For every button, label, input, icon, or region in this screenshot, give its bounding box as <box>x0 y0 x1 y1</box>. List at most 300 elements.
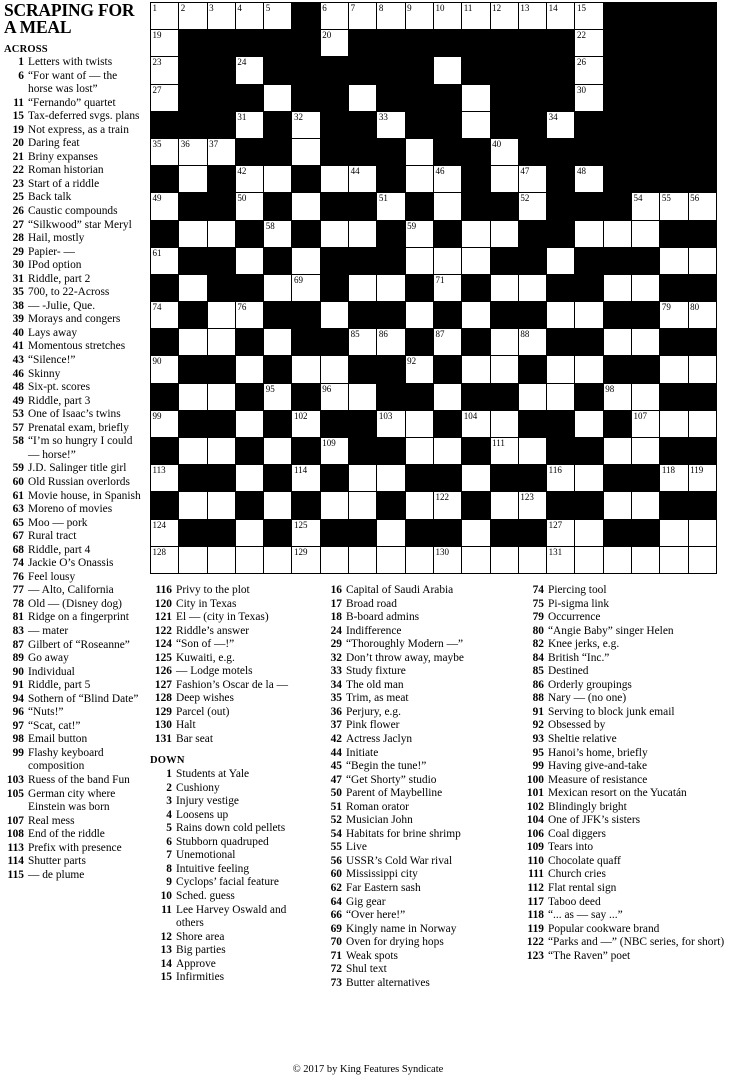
grid-cell[interactable] <box>321 3 349 30</box>
grid-cell[interactable] <box>406 248 434 275</box>
grid-cell[interactable] <box>660 248 688 275</box>
grid-cell[interactable] <box>462 221 490 248</box>
grid-cell[interactable] <box>604 384 632 411</box>
grid-cell[interactable] <box>462 520 490 547</box>
grid-cell[interactable] <box>179 166 207 193</box>
grid-block <box>377 438 405 465</box>
grid-cell[interactable] <box>604 547 632 574</box>
grid-cell[interactable] <box>689 520 717 547</box>
grid-cell[interactable] <box>406 166 434 193</box>
grid-cell[interactable] <box>264 384 292 411</box>
clue-down-17 <box>320 598 510 612</box>
grid-block <box>660 57 688 84</box>
grid-cell[interactable] <box>632 547 660 574</box>
grid-cell[interactable] <box>547 384 575 411</box>
grid-cell-number: 33 <box>378 111 388 122</box>
clue-text: Old Russian overlords <box>28 475 130 488</box>
grid-cell[interactable] <box>519 3 547 30</box>
clue-text: “Silkwood” star Meryl <box>28 218 132 231</box>
grid-cell[interactable] <box>519 329 547 356</box>
clue-number: 69 <box>330 922 342 935</box>
clue-across-58 <box>4 435 144 462</box>
grid-cell[interactable] <box>547 112 575 139</box>
grid-cell[interactable] <box>349 85 377 112</box>
grid-cell[interactable] <box>434 547 462 574</box>
puzzle-title: SCRAPING FOR A MEAL <box>4 0 135 37</box>
grid-cell[interactable] <box>406 547 434 574</box>
grid-cell[interactable] <box>236 112 264 139</box>
grid-cell[interactable] <box>236 411 264 438</box>
grid-cell[interactable] <box>179 492 207 519</box>
grid-cell[interactable] <box>519 275 547 302</box>
grid-cell[interactable] <box>208 3 236 30</box>
grid-cell[interactable] <box>660 302 688 329</box>
clue-text: Indifference <box>346 624 402 637</box>
grid-cell[interactable] <box>151 356 179 383</box>
grid-cell[interactable] <box>547 3 575 30</box>
clue-across-98 <box>4 733 144 747</box>
clue-across-40 <box>4 327 144 341</box>
grid-cell[interactable] <box>292 520 320 547</box>
grid-cell[interactable] <box>179 3 207 30</box>
grid-cell[interactable] <box>321 547 349 574</box>
grid-cell-number: 104 <box>463 410 478 421</box>
grid-block <box>292 85 320 112</box>
grid-cell[interactable] <box>406 139 434 166</box>
grid-cell[interactable] <box>236 547 264 574</box>
grid-cell[interactable] <box>292 193 320 220</box>
grid-cell[interactable] <box>660 411 688 438</box>
grid-cell[interactable] <box>689 356 717 383</box>
grid-block <box>321 139 349 166</box>
grid-cell-number: 92 <box>407 356 417 367</box>
grid-cell[interactable] <box>575 356 603 383</box>
grid-cell[interactable] <box>151 3 179 30</box>
grid-cell[interactable] <box>547 465 575 492</box>
crossword-grid[interactable] <box>150 2 717 574</box>
grid-cell[interactable] <box>462 411 490 438</box>
grid-cell[interactable] <box>179 139 207 166</box>
clue-number: 33 <box>330 665 342 678</box>
grid-block <box>604 520 632 547</box>
grid-cell[interactable] <box>462 547 490 574</box>
grid-cell[interactable] <box>236 193 264 220</box>
grid-cell[interactable] <box>462 3 490 30</box>
grid-block <box>292 166 320 193</box>
grid-block <box>519 112 547 139</box>
grid-block <box>151 221 179 248</box>
grid-cell[interactable] <box>292 465 320 492</box>
grid-cell[interactable] <box>264 275 292 302</box>
grid-cell[interactable] <box>349 221 377 248</box>
grid-block <box>434 465 462 492</box>
clue-number: 60 <box>12 475 24 488</box>
grid-cell[interactable] <box>434 492 462 519</box>
grid-cell[interactable] <box>236 520 264 547</box>
grid-cell[interactable] <box>151 547 179 574</box>
grid-cell[interactable] <box>604 275 632 302</box>
grid-block <box>406 520 434 547</box>
grid-cell[interactable] <box>377 547 405 574</box>
grid-cell[interactable] <box>321 492 349 519</box>
grid-cell[interactable] <box>151 520 179 547</box>
grid-cell[interactable] <box>236 3 264 30</box>
clue-down-35 <box>320 692 510 706</box>
clue-text: Flat rental sign <box>548 882 617 895</box>
clue-across-121 <box>150 611 310 625</box>
grid-cell[interactable] <box>491 275 519 302</box>
clue-down-119 <box>520 923 732 937</box>
clue-number: 126 <box>154 665 172 678</box>
grid-cell[interactable] <box>151 85 179 112</box>
grid-cell[interactable] <box>349 166 377 193</box>
grid-cell[interactable] <box>604 221 632 248</box>
grid-cell[interactable] <box>349 492 377 519</box>
clue-down-101 <box>520 787 732 801</box>
grid-cell[interactable] <box>208 547 236 574</box>
grid-cell-number: 31 <box>237 111 247 122</box>
grid-cell[interactable] <box>491 356 519 383</box>
grid-cell[interactable] <box>406 302 434 329</box>
grid-cell[interactable] <box>264 438 292 465</box>
clue-down-4 <box>150 809 310 823</box>
grid-cell[interactable] <box>179 275 207 302</box>
clue-text: Popular cookware brand <box>548 922 660 935</box>
grid-cell[interactable] <box>292 248 320 275</box>
grid-cell[interactable] <box>547 302 575 329</box>
clue-number: 108 <box>6 828 24 841</box>
grid-cell[interactable] <box>208 438 236 465</box>
grid-cell[interactable] <box>208 492 236 519</box>
grid-cell[interactable] <box>264 329 292 356</box>
clue-down-56 <box>320 855 510 869</box>
grid-cell[interactable] <box>208 221 236 248</box>
grid-cell-number: 27 <box>152 84 162 95</box>
grid-cell[interactable] <box>434 193 462 220</box>
grid-cell[interactable] <box>292 275 320 302</box>
clue-text: Students at Yale <box>176 768 250 781</box>
grid-cell[interactable] <box>321 438 349 465</box>
clue-across-90 <box>4 666 144 680</box>
grid-cell[interactable] <box>689 302 717 329</box>
grid-cell[interactable] <box>519 384 547 411</box>
grid-block <box>151 166 179 193</box>
grid-cell[interactable] <box>632 193 660 220</box>
grid-cell[interactable] <box>491 492 519 519</box>
grid-cell[interactable] <box>179 438 207 465</box>
clue-down-85 <box>520 665 732 679</box>
grid-cell[interactable] <box>406 492 434 519</box>
grid-cell[interactable] <box>208 384 236 411</box>
grid-cell[interactable] <box>179 221 207 248</box>
grid-cell[interactable] <box>575 85 603 112</box>
grid-cell[interactable] <box>462 112 490 139</box>
grid-cell-number: 85 <box>350 329 360 340</box>
grid-cell[interactable] <box>491 329 519 356</box>
clue-number: 119 <box>527 922 544 935</box>
grid-cell[interactable] <box>349 275 377 302</box>
grid-cell[interactable] <box>151 30 179 57</box>
grid-cell[interactable] <box>349 329 377 356</box>
grid-cell[interactable] <box>151 302 179 329</box>
grid-cell[interactable] <box>575 166 603 193</box>
grid-block <box>208 166 236 193</box>
grid-cell[interactable] <box>434 438 462 465</box>
grid-cell[interactable] <box>377 112 405 139</box>
grid-cell[interactable] <box>575 30 603 57</box>
clue-number: 131 <box>154 733 172 746</box>
clue-text: Ridge on a fingerprint <box>28 611 129 624</box>
grid-cell[interactable] <box>689 248 717 275</box>
grid-cell[interactable] <box>349 547 377 574</box>
grid-cell[interactable] <box>632 275 660 302</box>
grid-cell[interactable] <box>321 166 349 193</box>
grid-block <box>462 329 490 356</box>
grid-cell[interactable] <box>491 166 519 193</box>
grid-block <box>547 30 575 57</box>
grid-cell[interactable] <box>151 411 179 438</box>
grid-cell[interactable] <box>660 547 688 574</box>
grid-cell[interactable] <box>519 492 547 519</box>
grid-cell[interactable] <box>377 411 405 438</box>
grid-block <box>179 193 207 220</box>
grid-cell[interactable] <box>236 465 264 492</box>
grid-cell[interactable] <box>264 3 292 30</box>
grid-cell[interactable] <box>462 465 490 492</box>
grid-cell[interactable] <box>547 547 575 574</box>
grid-cell[interactable] <box>264 221 292 248</box>
grid-cell[interactable] <box>462 85 490 112</box>
clue-number: 27 <box>12 218 24 231</box>
grid-cell[interactable] <box>292 356 320 383</box>
grid-cell[interactable] <box>519 193 547 220</box>
grid-cell[interactable] <box>491 139 519 166</box>
grid-cell[interactable] <box>321 384 349 411</box>
clue-number: 24 <box>330 624 342 637</box>
grid-cell[interactable] <box>236 166 264 193</box>
grid-cell[interactable] <box>632 492 660 519</box>
grid-cell[interactable] <box>151 193 179 220</box>
grid-cell[interactable] <box>547 356 575 383</box>
grid-block <box>491 302 519 329</box>
grid-block <box>406 193 434 220</box>
grid-cell[interactable] <box>236 248 264 275</box>
clue-across-120 <box>150 598 310 612</box>
grid-cell[interactable] <box>236 57 264 84</box>
clue-number: 99 <box>12 746 24 759</box>
grid-cell[interactable] <box>151 248 179 275</box>
grid-cell[interactable] <box>406 3 434 30</box>
grid-cell[interactable] <box>632 329 660 356</box>
grid-cell[interactable] <box>151 465 179 492</box>
grid-cell[interactable] <box>377 329 405 356</box>
grid-cell-number: 23 <box>152 57 162 68</box>
grid-cell[interactable] <box>377 275 405 302</box>
clue-across-103 <box>4 774 144 788</box>
grid-block <box>632 356 660 383</box>
clue-number: 21 <box>12 150 24 163</box>
grid-cell[interactable] <box>292 547 320 574</box>
grid-cell[interactable] <box>434 248 462 275</box>
grid-cell[interactable] <box>575 547 603 574</box>
grid-block <box>660 492 688 519</box>
grid-cell[interactable] <box>349 465 377 492</box>
grid-cell-number: 7 <box>350 3 356 13</box>
grid-cell[interactable] <box>264 492 292 519</box>
grid-block <box>491 112 519 139</box>
grid-cell[interactable] <box>632 438 660 465</box>
grid-cell[interactable] <box>575 221 603 248</box>
grid-cell[interactable] <box>462 356 490 383</box>
grid-cell[interactable] <box>462 248 490 275</box>
grid-cell[interactable] <box>604 492 632 519</box>
grid-cell[interactable] <box>292 112 320 139</box>
grid-cell[interactable] <box>689 465 717 492</box>
grid-cell[interactable] <box>321 302 349 329</box>
clue-down-5 <box>150 822 310 836</box>
grid-cell[interactable] <box>236 302 264 329</box>
grid-cell[interactable] <box>208 329 236 356</box>
grid-cell[interactable] <box>434 166 462 193</box>
grid-cell[interactable] <box>491 411 519 438</box>
grid-cell[interactable] <box>491 438 519 465</box>
grid-cell[interactable] <box>151 57 179 84</box>
clue-number: 17 <box>330 597 342 610</box>
clue-number: 62 <box>330 882 342 895</box>
clue-down-117 <box>520 896 732 910</box>
grid-cell[interactable] <box>575 57 603 84</box>
clue-down-44 <box>320 747 510 761</box>
grid-cell[interactable] <box>575 3 603 30</box>
grid-block <box>434 112 462 139</box>
grid-cell[interactable] <box>349 384 377 411</box>
grid-cell[interactable] <box>179 329 207 356</box>
grid-cell[interactable] <box>151 139 179 166</box>
grid-cell[interactable] <box>321 30 349 57</box>
grid-cell[interactable] <box>321 356 349 383</box>
grid-cell[interactable] <box>519 166 547 193</box>
clue-across-89 <box>4 652 144 666</box>
grid-block <box>349 30 377 57</box>
grid-cell[interactable] <box>491 221 519 248</box>
grid-block <box>151 275 179 302</box>
clue-across-35 <box>4 286 144 300</box>
grid-cell[interactable] <box>462 302 490 329</box>
grid-cell[interactable] <box>434 275 462 302</box>
grid-block <box>208 356 236 383</box>
grid-cell[interactable] <box>406 411 434 438</box>
grid-cell[interactable] <box>491 547 519 574</box>
clue-text: End of the riddle <box>28 828 105 841</box>
grid-cell[interactable] <box>575 520 603 547</box>
grid-cell[interactable] <box>377 193 405 220</box>
grid-cell[interactable] <box>434 57 462 84</box>
grid-cell[interactable] <box>377 520 405 547</box>
grid-cell[interactable] <box>179 547 207 574</box>
clue-down-24 <box>320 625 510 639</box>
clue-number: 42 <box>330 733 342 746</box>
grid-cell[interactable] <box>406 438 434 465</box>
grid-cell-number: 32 <box>293 111 303 122</box>
grid-cell[interactable] <box>660 520 688 547</box>
grid-cell[interactable] <box>632 384 660 411</box>
grid-cell[interactable] <box>660 193 688 220</box>
grid-cell[interactable] <box>377 465 405 492</box>
clue-text: Tax-deferred svgs. plans <box>28 110 140 123</box>
grid-cell[interactable] <box>689 193 717 220</box>
grid-cell[interactable] <box>434 3 462 30</box>
grid-block <box>689 492 717 519</box>
clue-number: 22 <box>12 164 24 177</box>
grid-cell-number: 15 <box>576 3 586 13</box>
clue-across-63 <box>4 503 144 517</box>
grid-cell[interactable] <box>660 356 688 383</box>
grid-cell[interactable] <box>208 302 236 329</box>
grid-cell[interactable] <box>264 85 292 112</box>
grid-block <box>292 57 320 84</box>
clue-down-13 <box>150 944 310 958</box>
grid-cell[interactable] <box>632 221 660 248</box>
grid-cell[interactable] <box>292 139 320 166</box>
clue-number: 44 <box>330 746 342 759</box>
clue-text: “Son of —!” <box>176 638 235 651</box>
grid-cell[interactable] <box>547 520 575 547</box>
clue-number: 98 <box>12 733 24 746</box>
grid-cell[interactable] <box>406 356 434 383</box>
clue-text: Weak spots <box>346 949 398 962</box>
grid-cell[interactable] <box>519 547 547 574</box>
grid-cell[interactable] <box>321 221 349 248</box>
grid-cell[interactable] <box>604 329 632 356</box>
grid-cell[interactable] <box>292 411 320 438</box>
grid-cell[interactable] <box>660 465 688 492</box>
grid-cell[interactable] <box>604 438 632 465</box>
grid-cell[interactable] <box>575 411 603 438</box>
grid-cell[interactable] <box>208 139 236 166</box>
clue-across-23 <box>4 178 144 192</box>
grid-cell[interactable] <box>264 547 292 574</box>
grid-cell-number: 26 <box>576 57 586 68</box>
grid-cell[interactable] <box>264 166 292 193</box>
grid-cell-number: 127 <box>548 519 563 530</box>
grid-cell[interactable] <box>406 221 434 248</box>
grid-cell[interactable] <box>547 248 575 275</box>
grid-cell[interactable] <box>349 3 377 30</box>
grid-cell[interactable] <box>236 356 264 383</box>
clue-number: 29 <box>12 245 24 258</box>
grid-cell[interactable] <box>689 411 717 438</box>
clue-across-65 <box>4 517 144 531</box>
clue-number: 74 <box>532 584 544 596</box>
grid-cell[interactable] <box>434 384 462 411</box>
clue-text: Orderly groupings <box>548 678 632 691</box>
grid-cell[interactable] <box>377 3 405 30</box>
clue-number: 67 <box>12 530 24 543</box>
grid-cell[interactable] <box>575 302 603 329</box>
grid-cell[interactable] <box>491 3 519 30</box>
grid-row <box>151 166 717 193</box>
grid-cell[interactable] <box>179 384 207 411</box>
grid-cell[interactable] <box>519 438 547 465</box>
clue-down-82 <box>520 638 732 652</box>
grid-cell[interactable] <box>434 329 462 356</box>
grid-block <box>321 193 349 220</box>
grid-cell[interactable] <box>575 465 603 492</box>
grid-cell[interactable] <box>632 411 660 438</box>
grid-block <box>292 492 320 519</box>
clue-number: 45 <box>330 760 342 773</box>
grid-cell[interactable] <box>689 547 717 574</box>
